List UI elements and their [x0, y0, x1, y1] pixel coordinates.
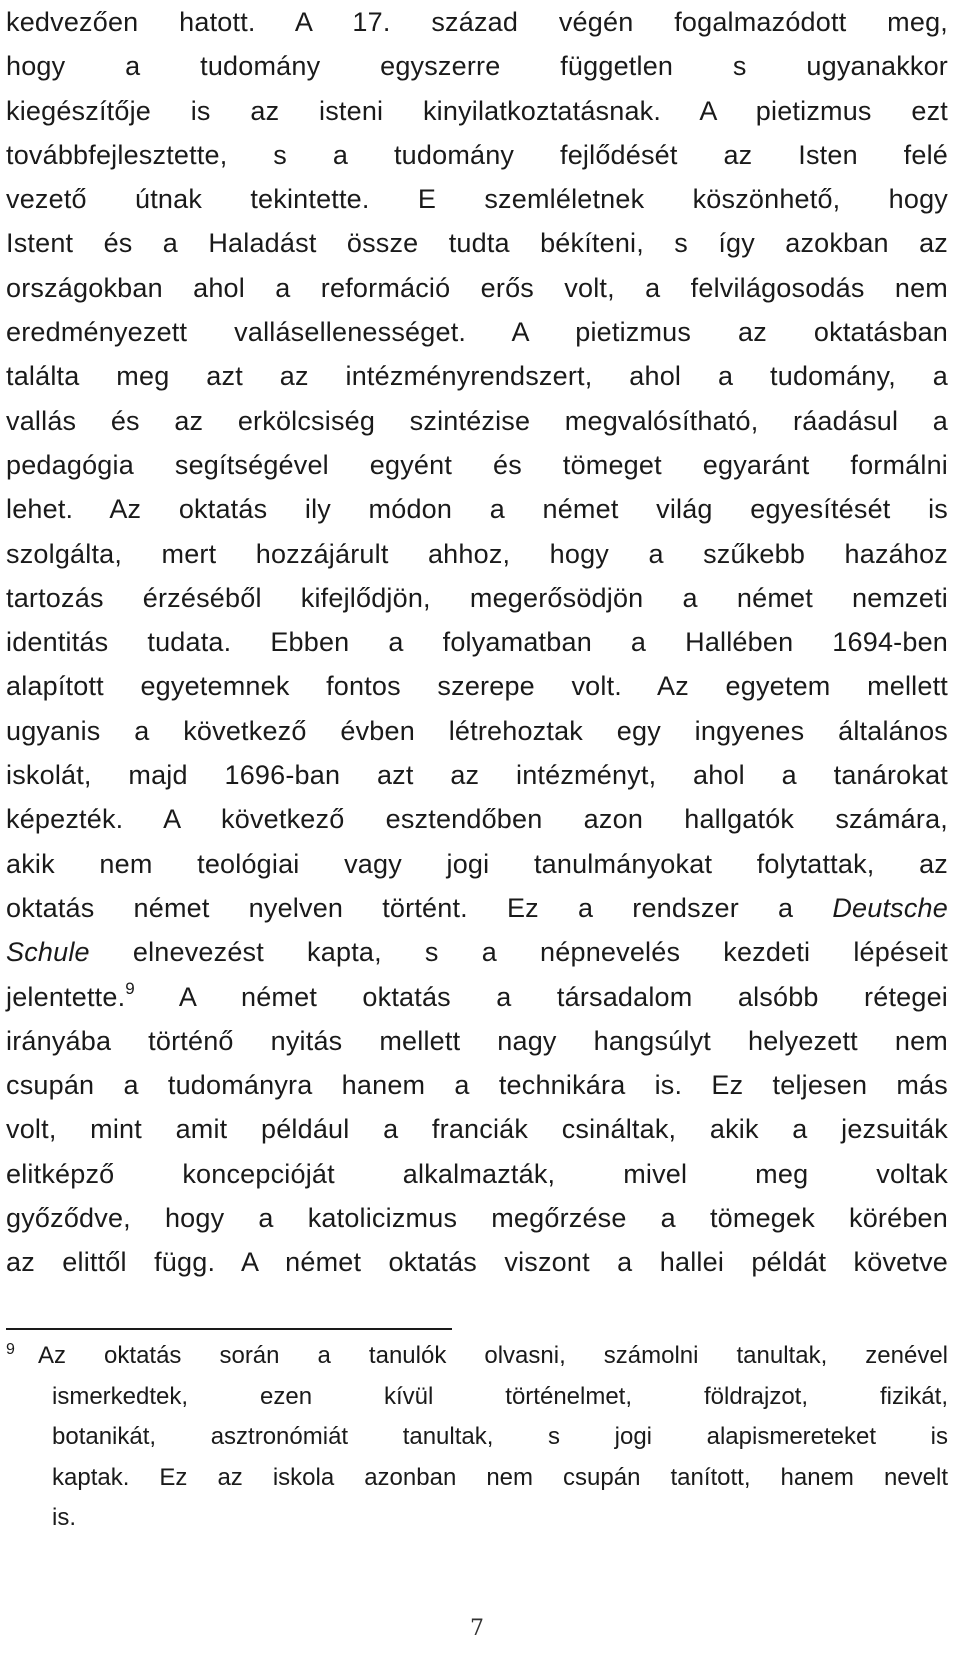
text-line: alapított egyetemnek fontos szerepe volt. Az egyetem mellett	[6, 671, 948, 702]
footnote-text	[38, 1336, 948, 1539]
text-line: vallás és az erkölcsiség szintézise megvalósítható, ráadásul a	[6, 405, 948, 436]
text-line: országokban ahol a reformáció erős volt, a felvilágosodás nem	[6, 272, 948, 303]
text-line	[6, 975, 948, 1019]
text-line: csupán a tudományra hanem a technikára is. Ez teljesen más	[6, 1070, 948, 1101]
text-line: tartozás érzéséből kifejlődjön, megerősödjön a német nemzeti	[6, 582, 948, 613]
text-line: identitás tudata. Ebben a folyamatban a Hallében 1694-ben	[6, 627, 948, 658]
text-segment: oktatás német nyelven történt. Ez a rendszer a	[6, 892, 833, 923]
text-segment: elnevezést kapta, s a népnevelés kezdeti lépéseit	[89, 937, 948, 968]
footnote-line: ismerkedtek, ezen kívül történelmet, földrajzot, fizikát,	[52, 1382, 948, 1410]
footnote-line: is.	[52, 1504, 76, 1532]
text-line: szolgálta, mert hozzájárult ahhoz, hogy a szűkebb hazához	[6, 538, 948, 569]
text-line: képezték. A következő esztendőben azon hallgatók számára,	[6, 804, 948, 835]
footnote-separator	[6, 1328, 452, 1330]
text-line: győződve, hogy a katolicizmus megőrzése a tömegek körében	[6, 1203, 948, 1234]
text-line: volt, mint amit például a franciák csináltak, akik a jezsuiták	[6, 1114, 948, 1145]
text-segment: jelentette.	[6, 981, 126, 1012]
footnote	[6, 1336, 948, 1539]
italic-term: Schule	[6, 937, 90, 968]
text-line: akik nem teológiai vagy jogi tanulmányokat folytattak, az	[6, 848, 948, 879]
text-line: pedagógia segítségével egyént és tömeget egyaránt formálni	[6, 449, 948, 480]
text-line: lehet. Az oktatás ily módon a német világ egyesítését is	[6, 494, 948, 525]
text-line: kedvezően hatott. A 17. század végén fogalmazódott meg,	[6, 7, 948, 37]
text-line: továbbfejlesztette, s a tudomány fejlődését az Isten felé	[6, 139, 948, 170]
document-page	[6, 0, 948, 1656]
text-line: Istent és a Haladást össze tudta békíteni, s így azokban az	[6, 228, 948, 259]
text-segment: A német oktatás a társadalom alsóbb rétegei	[134, 981, 948, 1012]
text-line	[6, 886, 948, 930]
footnote-line: kaptak. Ez az iskola azonban nem csupán tanított, hanem nevelt	[52, 1463, 948, 1491]
italic-term: Deutsche	[832, 892, 948, 923]
footnote-line: botanikát, asztronómiát tanultak, s jogi alapismereteket is	[52, 1423, 948, 1451]
body-paragraph	[6, 0, 948, 1285]
footnote-line: Az oktatás során a tanulók olvasni, számolni tanultak, zenével	[38, 1342, 948, 1369]
text-line	[6, 930, 948, 974]
text-line: vezető útnak tekintette. E szemléletnek köszönhető, hogy	[6, 184, 948, 215]
text-line: hogy a tudomány egyszerre független s ugyanakkor	[6, 51, 948, 82]
text-line: eredményezett vallásellenességet. A pietizmus az oktatásban	[6, 317, 948, 348]
footnote-reference[interactable]: 9	[125, 978, 135, 998]
text-line: az elittől függ. A német oktatás viszont a hallei példát követve	[6, 1247, 948, 1278]
text-line: ugyanis a következő évben létrehoztak egy ingyenes általános	[6, 715, 948, 746]
text-line: kiegészítője is az isteni kinyilatkoztatásnak. A pietizmus ezt	[6, 95, 948, 126]
text-line: elitképző koncepcióját alkalmazták, mivel meg voltak	[6, 1158, 948, 1189]
footnote-number: 9	[6, 1341, 15, 1358]
text-line: találta meg azt az intézményrendszert, ahol a tudomány, a	[6, 361, 948, 392]
text-line: irányába történő nyitás mellett nagy hangsúlyt helyezett nem	[6, 1025, 948, 1056]
text-line: iskolát, majd 1696-ban azt az intézményt, ahol a tanárokat	[6, 760, 948, 791]
page-number: 7	[470, 1616, 484, 1641]
